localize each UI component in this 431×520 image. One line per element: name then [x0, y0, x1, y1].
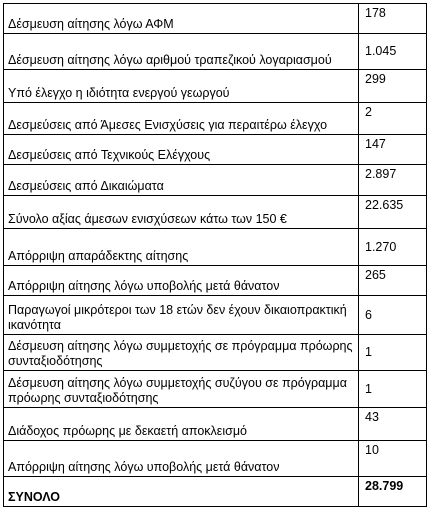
table-row	[4, 266, 427, 296]
row-value: 1.270	[359, 229, 427, 266]
row-label: Δέσμευση αίτησης λόγω αριθμού τραπεζικού λογαριασμού	[4, 34, 359, 70]
total-row	[4, 477, 427, 507]
row-label: Δέσμευση αίτησης λόγω συμμετοχής σε πρόγραμμα πρόωρης συνταξιοδότησης	[4, 335, 359, 371]
row-label: Υπό έλεγχο η ιδιότητα ενεργού γεωργού	[4, 70, 359, 103]
table-row	[4, 371, 427, 408]
table-row	[4, 34, 427, 70]
row-label: Δεσμεύσεις από Δικαιώματα	[4, 165, 359, 196]
row-label: Απόρριψη αίτησης λόγω υποβολής μετά θάνατον	[4, 266, 359, 296]
row-label: Παραγωγοί μικρότεροι των 18 ετών δεν έχουν δικαιοπρακτική ικανότητα	[4, 296, 359, 335]
row-label: Δέσμευση αίτησης λόγω ΑΦΜ	[4, 4, 359, 34]
table-row	[4, 229, 427, 266]
table-row	[4, 70, 427, 103]
total-label: ΣΥΝΟΛΟ	[4, 477, 359, 507]
row-value: 43	[359, 408, 427, 441]
row-value: 2	[359, 103, 427, 135]
row-label: Απόρριψη αίτησης λόγω υποβολής μετά θάνατον	[4, 441, 359, 477]
row-label: Διάδοχος πρόωρης με δεκαετή αποκλεισμό	[4, 408, 359, 441]
row-label: Δεσμεύσεις από Άμεσες Ενισχύσεις για περαιτέρω έλεγχο	[4, 103, 359, 135]
table-row	[4, 408, 427, 441]
table-row	[4, 441, 427, 477]
summary-table	[3, 3, 427, 507]
table-row	[4, 296, 427, 335]
row-label: Δέσμευση αίτησης λόγω συμμετοχής συζύγου σε πρόγραμμα πρόωρης συνταξιοδότησης	[4, 371, 359, 408]
row-value: 265	[359, 266, 427, 296]
row-value: 10	[359, 441, 427, 477]
row-value: 299	[359, 70, 427, 103]
row-value: 1.045	[359, 34, 427, 70]
row-value: 2.897	[359, 165, 427, 196]
table-row	[4, 196, 427, 229]
row-value: 178	[359, 4, 427, 34]
table-row	[4, 135, 427, 165]
table-row	[4, 4, 427, 34]
table-row	[4, 335, 427, 371]
row-label: Απόρριψη απαράδεκτης αίτησης	[4, 229, 359, 266]
total-value: 28.799	[359, 477, 427, 507]
row-value: 1	[359, 335, 427, 371]
row-value: 22.635	[359, 196, 427, 229]
row-value: 6	[359, 296, 427, 335]
row-value: 147	[359, 135, 427, 165]
table-row	[4, 103, 427, 135]
row-label: Δεσμεύσεις από Τεχνικούς Ελέγχους	[4, 135, 359, 165]
table-row	[4, 165, 427, 196]
row-label: Σύνολο αξίας άμεσων ενισχύσεων κάτω των 150 €	[4, 196, 359, 229]
row-value: 1	[359, 371, 427, 408]
